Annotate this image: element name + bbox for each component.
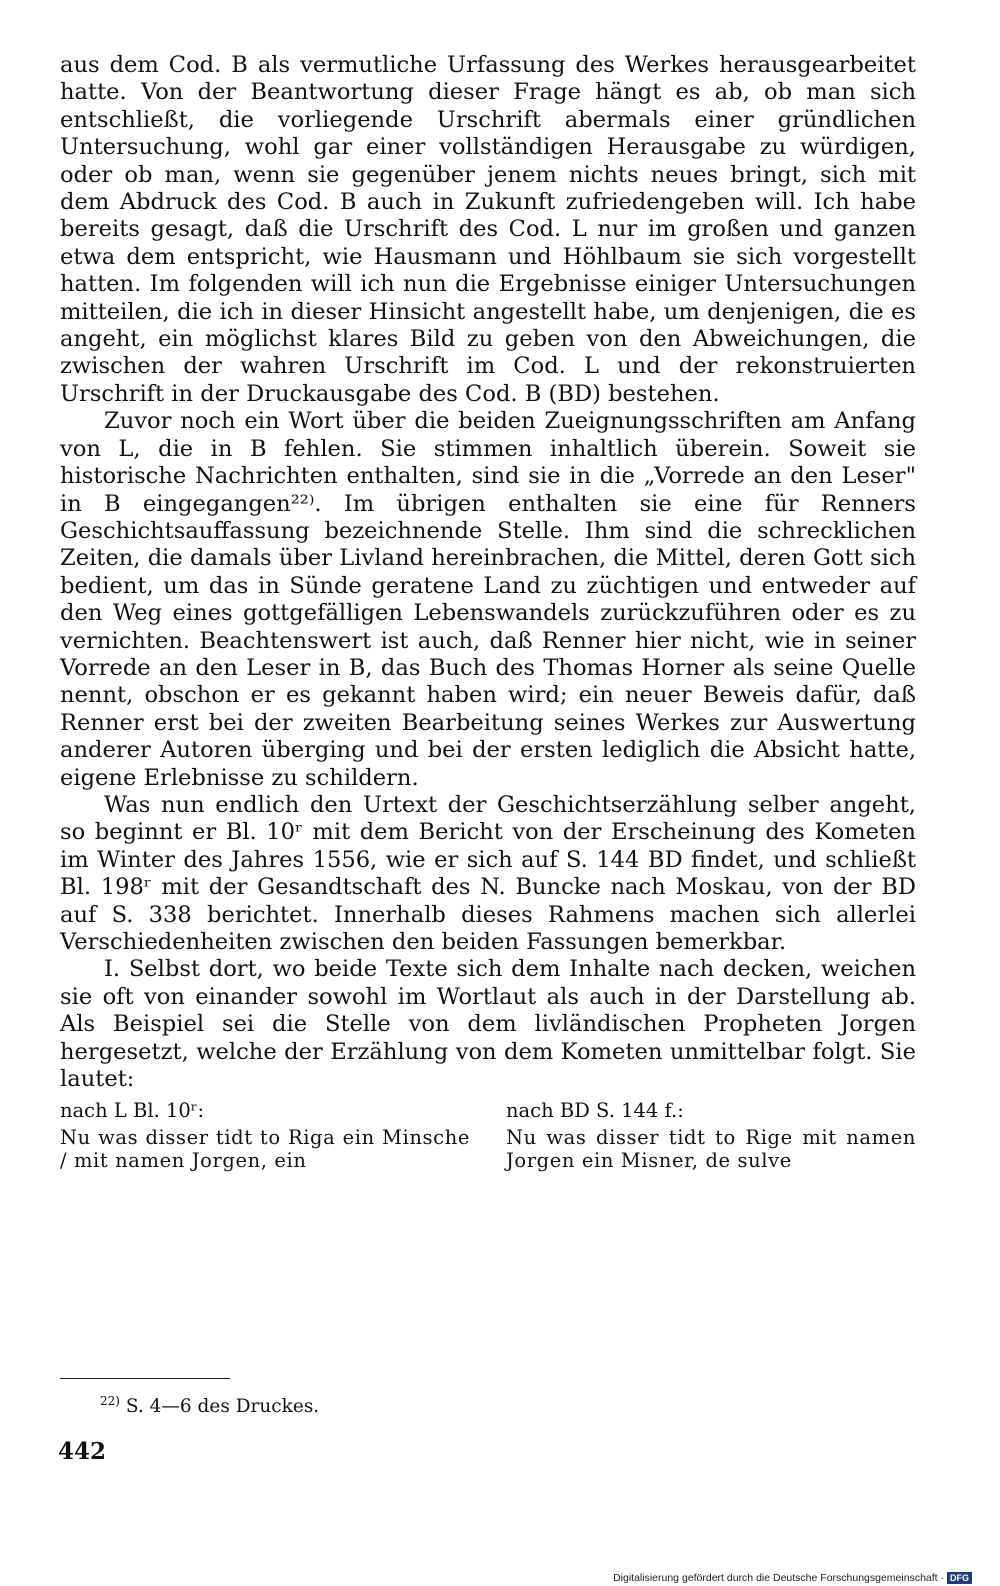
- footnote: [100, 1390, 319, 1418]
- column-right: [506, 1099, 916, 1172]
- comparison-columns: [60, 1099, 916, 1172]
- paragraph-3: Was nun endlich den Urtext der Geschichtserzählung selber angeht, so beginnt er Bl. 10ʳ mit dem Bericht von der Erscheinung des Kometen im Winter des Jahres 1556, wie er sich auf S. 144 BD findet, und schließt Bl. 198ʳ mit der Gesandtschaft des N. Buncke nach Moskau, von der BD auf S. 338 berichtet. Innerhalb dieses Rahmens machen sich allerlei Verschiedenheiten zwischen den beiden Fassungen bemerkbar.: [60, 791, 916, 955]
- paragraph-4: I. Selbst dort, wo beide Texte sich dem Inhalte nach decken, weichen sie oft von einander sowohl im Wortlaut als auch in der Darstellung ab. Als Beispiel sei die Stelle von dem livländischen Propheten Jorgen hergesetzt, welche der Erzählung von dem Kometen unmittelbar folgt. Sie lautet:: [60, 956, 916, 1093]
- footnote-text: S. 4—6 des Druckes.: [125, 1396, 320, 1418]
- column-right-heading: nach BD S. 144 f.:: [506, 1099, 684, 1123]
- column-left-text: Nu was disser tidt to Riga ein Minsche / mit namen Jorgen, ein: [60, 1126, 470, 1173]
- footnote-marker: 22): [100, 1394, 120, 1408]
- paragraph-1: aus dem Cod. B als vermutliche Urfassung des Werkes herausgearbeitet hatte. Von der Beantwortung dieser Frage hängt es ab, ob man sich entschließt, die vorliegende Urschrift abermals einer gründlichen Untersuchung, wohl gar einer vollständigen Herausgabe zu würdigen, oder ob man, wenn sie gegenüber jenem nichts neues bringt, sich mit dem Abdruck des Cod. B auch in Zukunft zufriedengeben will. Ich habe bereits gesagt, daß die Urschrift des Cod. L nur im großen und ganzen etwa dem entspricht, wie Hausmann und Höhlbaum sie sich vorgestellt hatten. Im folgenden will ich nun die Ergebnisse einiger Untersuchungen mitteilen, die ich in dieser Hinsicht angestellt habe, um denjenigen, die es angeht, ein möglichst klares Bild zu geben von den Abweichungen, die zwischen der wahren Urschrift im Cod. L und der rekonstruierten Urschrift in der Druckausgabe des Cod. B (BD) bestehen.: [60, 52, 916, 407]
- footnote-divider: [60, 1378, 230, 1379]
- column-left-heading: nach L Bl. 10ʳ:: [60, 1099, 205, 1123]
- page-body: [60, 52, 916, 1172]
- digitization-banner: [613, 1572, 972, 1584]
- paragraph-2: Zuvor noch ein Wort über die beiden Zueignungsschriften am Anfang von L, die in B fehlen. Sie stimmen inhaltlich überein. Soweit sie historische Nachrichten enthalten, sind sie in die „Vorrede an den Leser" in B eingegangen²²⁾. Im übrigen enthalten sie eine für Renners Geschichtsauffassung bezeichnende Stelle. Ihm sind die schrecklichen Zeiten, die damals über Livland hereinbrachen, die Mittel, deren Gott sich bedient, um das in Sünde geratene Land zu züchtigen und entweder auf den Weg eines gottgefälligen Lebenswandels zurückzuführen oder es zu vernichten. Beachtenswert ist auch, daß Renner hier nicht, wie in seiner Vorrede an den Leser in B, das Buch des Thomas Horner als seine Quelle nennt, obschon er es gekannt haben wird; ein neuer Beweis dafür, daß Renner erst bei der zweiten Bearbeitung seines Werkes zur Auswertung anderer Autoren überging und bei der ersten lediglich die Absicht hatte, eigene Erlebnisse zu schildern.: [60, 408, 916, 791]
- column-right-text: Nu was disser tidt to Rige mit namen Jorgen ein Misner, de sulve: [506, 1126, 916, 1173]
- dfg-logo: DFG: [947, 1572, 972, 1584]
- column-left: [60, 1099, 470, 1172]
- banner-text: Digitalisierung gefördert durch die Deutsche Forschungsgemeinschaft ·: [613, 1572, 944, 1584]
- page-number: 442: [58, 1438, 107, 1465]
